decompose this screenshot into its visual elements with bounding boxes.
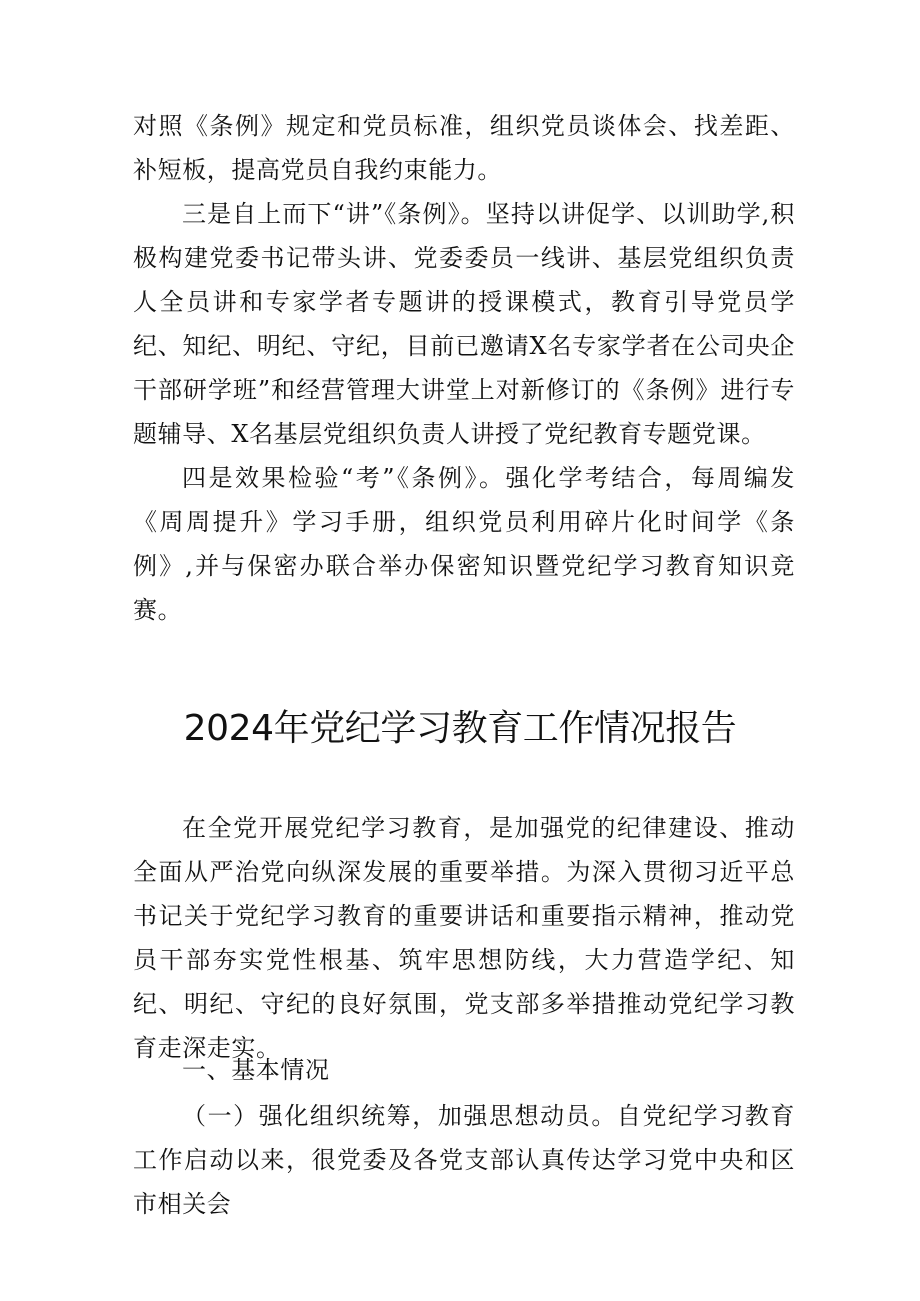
continued-paragraph: 对照《条例》规定和党员标准，组织党员谈体会、找差距、补短板，提高党员自我约束能力。: [133, 112, 795, 184]
previous-section-text: [133, 104, 795, 632]
report-intro: [133, 806, 795, 1070]
intro-paragraph: 在全党开展党纪学习教育，是加强党的纪律建设、推动全面从严治党向纵深发展的重要举措。为深入贯彻习近平总书记关于党纪学习教育的重要讲话和重要指示精神，推动党员干部夯实党性根基、筑牢思想防线，大力营造学纪、知纪、明纪、守纪的良好氛围，党支部多举措推动党纪学习教育走深走实。: [133, 814, 795, 1062]
subsection-one: [133, 1094, 795, 1226]
report-title: 2024年党纪学习教育工作情况报告: [183, 708, 737, 749]
paragraph-four-exam: 四是效果检验“考”《条例》。强化学考结合，每周编发《周周提升》学习手册，组织党员利用碎片化时间学《条例》,并与保密办联合举办保密知识暨党纪学习教育知识竞赛。: [133, 464, 795, 624]
section-one-heading: 一、基本情况: [182, 1056, 330, 1084]
subsection-one-paragraph: （一）强化组织统筹，加强思想动员。自党纪学习教育工作启动以来，很党委及各党支部认真传达学习党中央和区市相关会: [133, 1102, 795, 1218]
paragraph-three-lecture: 三是自上而下“讲”《条例》。坚持以讲促学、以训助学,积极构建党委书记带头讲、党委委员一线讲、基层党组织负责人全员讲和专家学者专题讲的授课模式，教育引导党员学纪、知纪、明纪、守纪，目前已邀请X名专家学者在公司央企干部研学班”和经营管理大讲堂上对新修订的《条例》进行专题辅导、X名基层党组织负责人讲授了党纪教育专题党课。: [133, 200, 795, 448]
